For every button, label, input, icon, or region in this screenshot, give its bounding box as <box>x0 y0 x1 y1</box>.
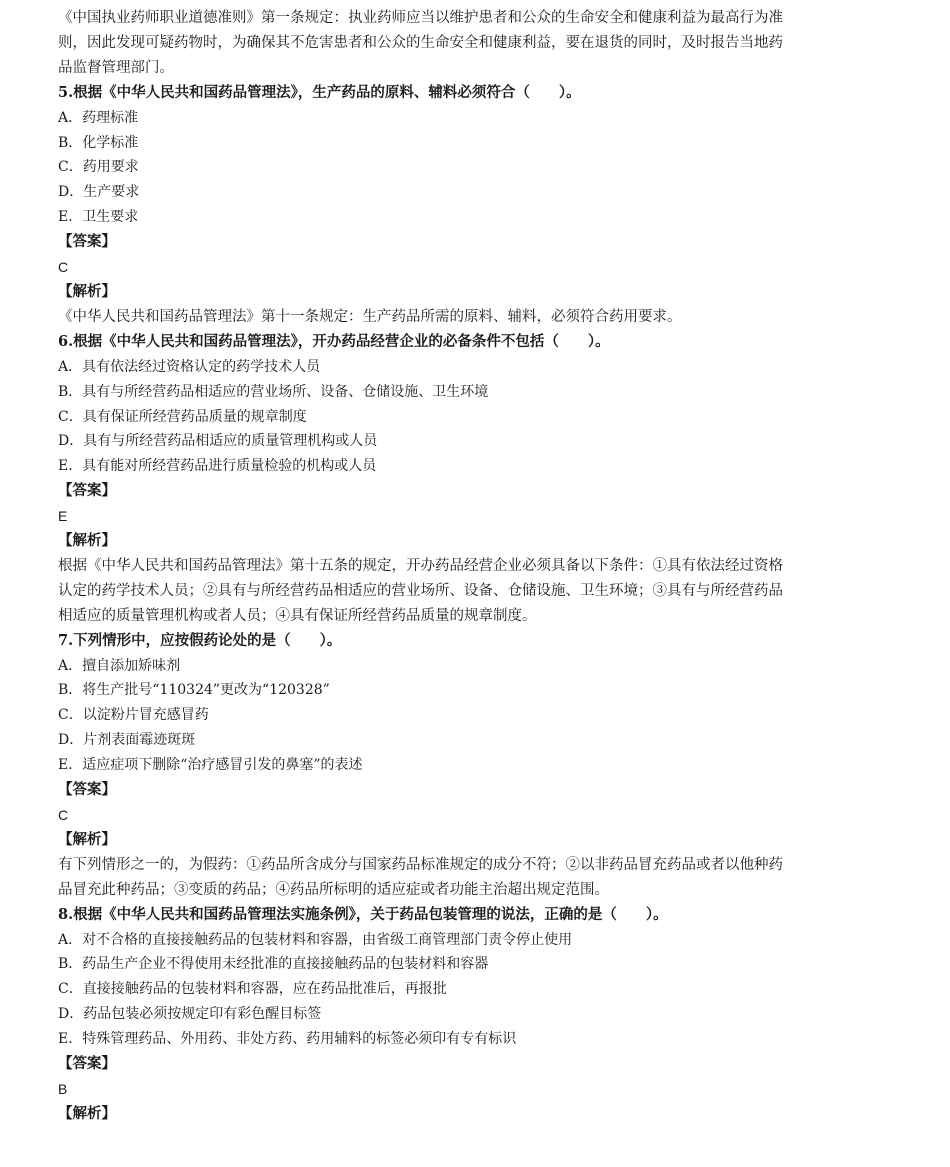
answer-value: C <box>58 807 69 823</box>
answer-value: C <box>58 259 69 276</box>
question-stem: 7.下列情形中，应按假药论处的是（ ）。 <box>58 631 342 649</box>
analysis-text: 有下列情形之一的，为假药：①药品所含成分与国家药品标准规定的成分不符；②以非药品冒充药品或者以他种药 <box>58 856 783 873</box>
text-line: 《中国执业药师职业道德准则》第一条规定：执业药师应当以维护患者和公众的生命安全和健康利益为最高行为准 <box>58 10 783 26</box>
option-e: E．卫生要求 <box>58 209 139 226</box>
option-d: D．生产要求 <box>58 184 140 201</box>
text-line: 则，因此发现可疑药物时，为确保其不危害患者和公众的生命安全和健康利益，要在退货的同时，及时报告当地药 <box>58 34 783 51</box>
option-a: A．具有依法经过资格认定的药学技术人员 <box>58 358 321 375</box>
question-stem: 8.根据《中华人民共和国药品管理法实施条例》，关于药品包装管理的说法，正确的是（ ）。 <box>58 905 668 923</box>
option-a: A．擅自添加矫味剂 <box>58 657 181 674</box>
question-stem: 6.根据《中华人民共和国药品管理法》，开办药品经营企业的必备条件不包括（ ）。 <box>58 332 610 350</box>
option-a: A．对不合格的直接接触药品的包装材料和容器，由省级工商管理部门责令停止使用 <box>58 931 573 948</box>
option-d: D．具有与所经营药品相适应的质量管理机构或人员 <box>58 433 378 450</box>
analysis-text: 认定的药学技术人员；②具有与所经营药品相适应的营业场所、设备、仓储设施、卫生环境；③具有与所经营药品 <box>58 582 783 599</box>
answer-label: 【答案】 <box>58 781 116 799</box>
analysis-label: 【解析】 <box>58 1104 116 1122</box>
option-b: B．药品生产企业不得使用未经批准的直接接触药品的包装材料和容器 <box>58 956 489 973</box>
question-stem: 5.根据《中华人民共和国药品管理法》，生产药品的原料、辅料必须符合（ ）。 <box>58 83 581 101</box>
answer-value: B <box>58 1080 68 1097</box>
analysis-text: 品冒充此种药品；③变质的药品；④药品所标明的适应症或者功能主治超出规定范围。 <box>58 881 609 898</box>
option-c: C．以淀粉片冒充感冒药 <box>58 707 209 724</box>
option-a: A．药理标准 <box>58 109 139 126</box>
answer-label: 【答案】 <box>58 1055 116 1073</box>
option-d: D．药品包装必须按规定印有彩色醒目标签 <box>58 1006 322 1023</box>
document-body <box>58 6 903 1127</box>
answer-label: 【答案】 <box>58 482 116 500</box>
text-line: 品监督管理部门。 <box>58 59 174 76</box>
analysis-text: 《中华人民共和国药品管理法》第十一条规定：生产药品所需的原料、辅料，必须符合药用要求。 <box>58 308 682 325</box>
option-e: E．特殊管理药品、外用药、非处方药、药用辅料的标签必须印有专有标识 <box>58 1031 517 1048</box>
intro-paragraph <box>58 6 903 81</box>
analysis-label: 【解析】 <box>58 830 116 848</box>
option-c: C．具有保证所经营药品质量的规章制度 <box>58 408 307 425</box>
answer-label: 【答案】 <box>58 233 116 251</box>
option-c: C．药用要求 <box>58 159 139 176</box>
option-b: B．化学标准 <box>58 134 139 151</box>
question-6 <box>58 330 903 629</box>
option-d: D．片剂表面霉迹斑斑 <box>58 732 196 749</box>
option-c: C．直接接触药品的包装材料和容器，应在药品批准后，再报批 <box>58 981 447 998</box>
analysis-text: 根据《中华人民共和国药品管理法》第十五条的规定，开办药品经营企业必须具备以下条件：①具有依法经过资格 <box>58 557 783 574</box>
question-5 <box>58 81 903 330</box>
answer-value: E <box>58 508 68 525</box>
question-7 <box>58 629 903 903</box>
analysis-text: 相适应的质量管理机构或者人员；④具有保证所经营药品质量的规章制度。 <box>58 607 537 624</box>
question-8 <box>58 903 903 1127</box>
option-e: E．具有能对所经营药品进行质量检验的机构或人员 <box>58 458 377 475</box>
option-e: E．适应症项下删除“治疗感冒引发的鼻塞”的表述 <box>58 757 363 774</box>
analysis-label: 【解析】 <box>58 532 116 550</box>
option-b: B．将生产批号“110324”更改为“120328” <box>58 682 330 699</box>
option-b: B．具有与所经营药品相适应的营业场所、设备、仓储设施、卫生环境 <box>58 383 489 400</box>
analysis-label: 【解析】 <box>58 282 116 300</box>
